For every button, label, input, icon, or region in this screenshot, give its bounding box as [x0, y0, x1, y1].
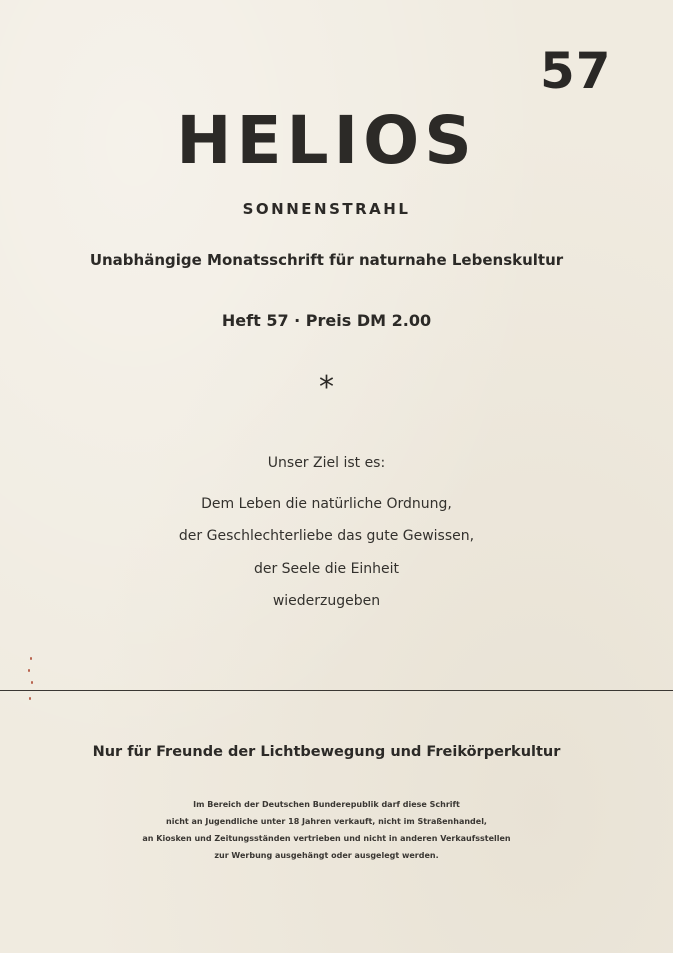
horizontal-divider: [0, 690, 673, 691]
motto-line: der Seele die Einheit: [253, 561, 400, 577]
motto-line: Dem Leben die natürliche Ordnung,: [201, 496, 452, 512]
legal-notice-line: nicht an Jugendliche unter 18 Jahren verkauft, nicht im Straßenhandel,: [166, 817, 487, 826]
issue-price-line: Heft 57 · Preis DM 2.00: [221, 311, 432, 330]
issue-number: 57: [540, 42, 612, 100]
margin-marks: [27, 657, 37, 707]
motto-line: der Geschlechterliebe das gute Gewissen,: [178, 528, 475, 544]
audience-note: Nur für Freunde der Lichtbewegung und Freikörperkultur: [92, 744, 561, 760]
asterisk-separator: *: [319, 370, 334, 405]
motto-intro: Unser Ziel ist es:: [267, 455, 386, 471]
legal-notice-line: zur Werbung ausgehängt oder ausgelegt werden.: [214, 851, 439, 860]
magazine-title: HELIOS: [176, 102, 477, 179]
legal-notice-line: an Kiosken und Zeitungsständen vertrieben und nicht in anderen Verkaufsstellen: [142, 834, 511, 843]
magazine-subtitle: SONNENSTRAHL: [242, 200, 411, 218]
legal-notice-line: Im Bereich der Deutschen Bunderepublik darf diese Schrift: [193, 800, 460, 809]
magazine-tagline: Unabhängige Monatsschrift für naturnahe Lebenskultur: [89, 251, 564, 269]
motto-line: wiederzugeben: [272, 593, 381, 609]
